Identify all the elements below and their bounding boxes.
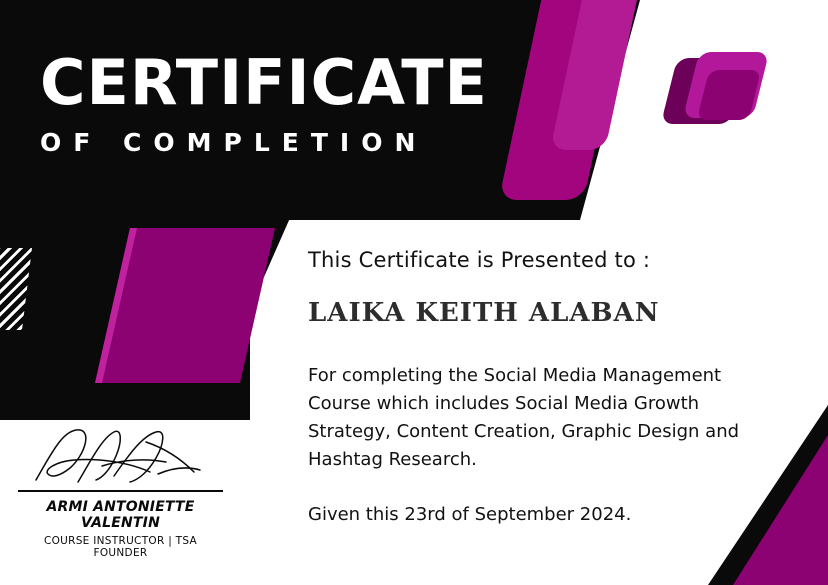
handwritten-signature-icon bbox=[18, 422, 223, 488]
brand-name-label: THE SOCIAL ARMI bbox=[662, 144, 780, 157]
signer-role: COURSE INSTRUCTOR | TSA FOUNDER bbox=[43, 535, 198, 559]
brand-logo bbox=[656, 52, 786, 157]
stacked-parallelograms-icon bbox=[669, 52, 773, 136]
presented-to-label: This Certificate is Presented to : bbox=[308, 248, 651, 272]
page-title: CERTIFICATE bbox=[40, 46, 488, 119]
certificate-description: For completing the Social Media Management Course which includes Social Media Growth Strategy, Content Creation, Graphic Design and Hashtag Research. bbox=[308, 365, 740, 470]
certificate-body bbox=[308, 248, 778, 525]
certificate-title-block bbox=[40, 46, 510, 157]
page-subtitle: OF COMPLETION bbox=[40, 128, 428, 157]
issue-date: Given this 23rd of September 2024. bbox=[308, 503, 632, 525]
signature-divider bbox=[18, 490, 223, 492]
recipient-name: LAIKA KEITH ALABAN bbox=[308, 298, 660, 328]
signer-name: ARMI ANTONIETTE VALENTIN bbox=[46, 499, 195, 531]
signature-block bbox=[18, 422, 223, 559]
